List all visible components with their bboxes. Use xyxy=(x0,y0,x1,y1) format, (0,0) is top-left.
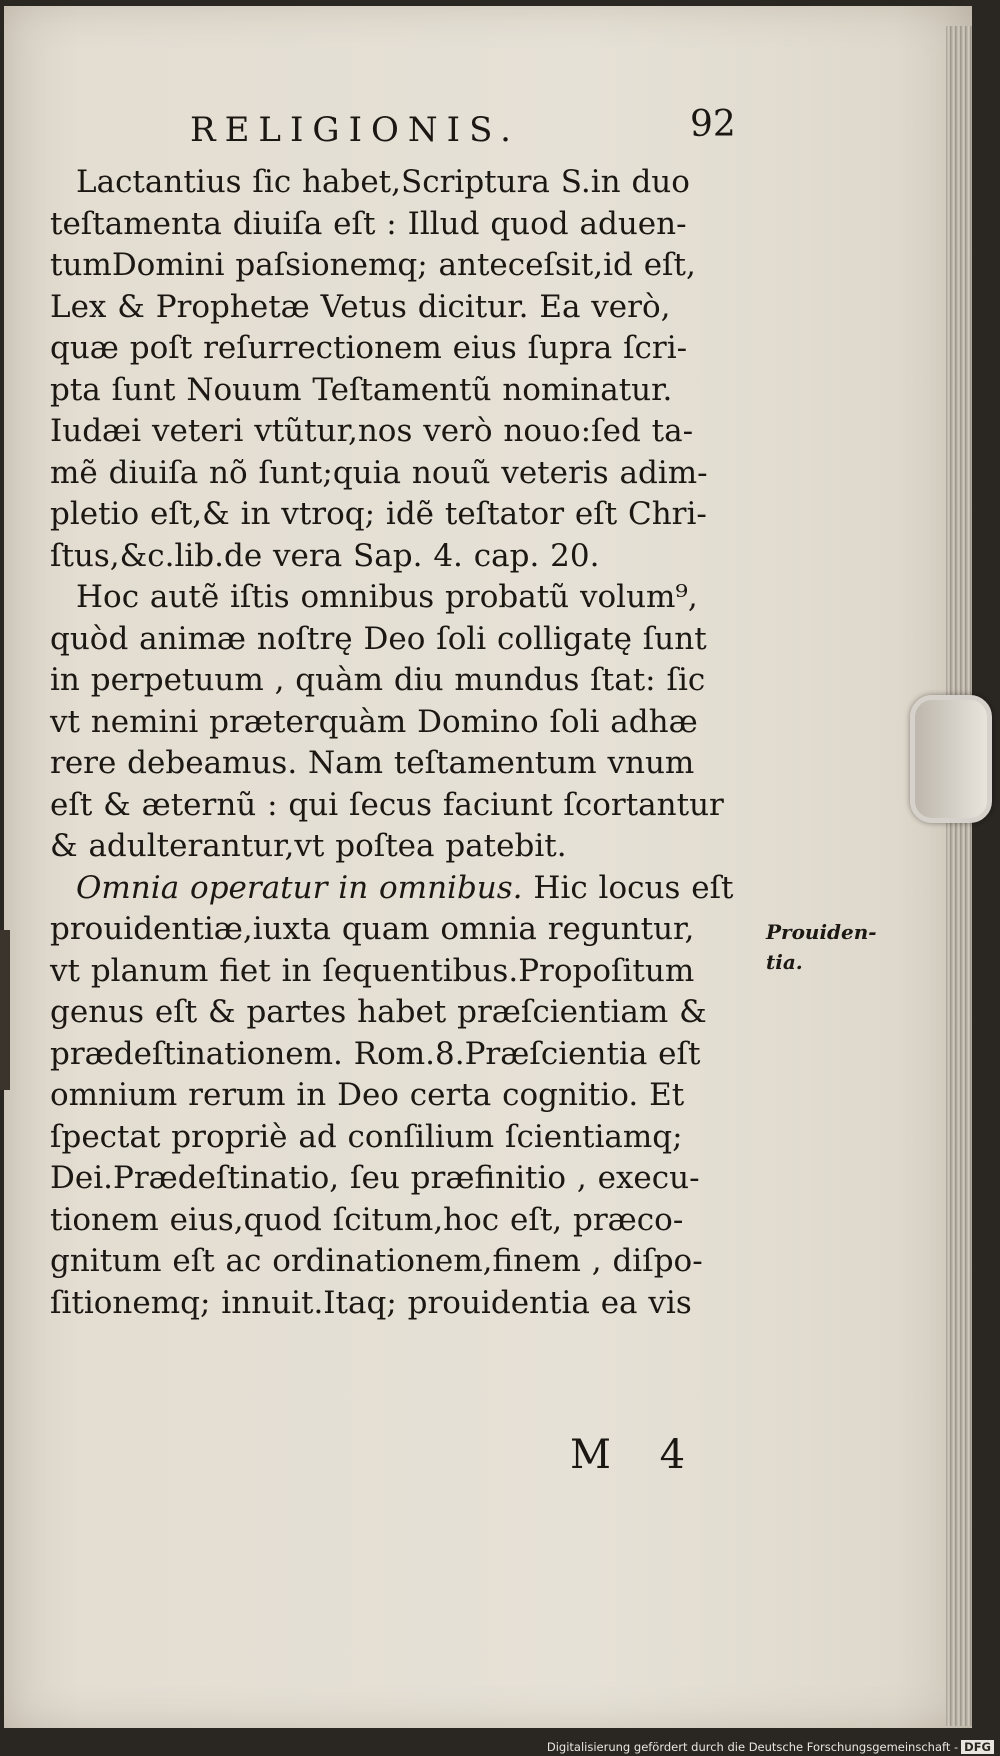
text-line: tionem eius,quod ſcitum,hoc eſt, præco- xyxy=(50,1201,684,1238)
running-title: RELIGIONIS. xyxy=(190,110,520,150)
page-text xyxy=(50,104,770,1324)
text-line: rere debeamus. Nam teſtamentum vnum xyxy=(50,745,695,781)
text-line: Hoc autẽ iſtis omnibus probatũ volum⁹, xyxy=(76,579,698,615)
signature-mark: M 4 xyxy=(570,1432,704,1478)
text-line: vt nemini præterquàm Domino ſoli adhæ xyxy=(50,703,698,740)
text-line: mẽ diuiſa nõ ſunt;quia nouũ veteris adim- xyxy=(50,454,708,491)
text-line: Lex & Prophetæ Vetus dicitur. Ea verò, xyxy=(50,288,671,325)
text-line: genus eſt & partes habet præſcientiam & xyxy=(50,994,707,1030)
marginal-note-line: tia. xyxy=(766,950,803,974)
text-line: ſpectat propriè ad conſilium ſcientiamq; xyxy=(50,1118,683,1155)
text-line: in perpetuum , quàm diu mundus ſtat: ſic xyxy=(50,662,706,698)
page-header xyxy=(190,104,770,162)
text-line: pletio eſt,& in vtroq; idẽ teſtator eſt Chri- xyxy=(50,496,707,532)
folio-number: 92 xyxy=(690,104,736,145)
text-line: teſtamenta diuiſa eſt : Illud quod aduen- xyxy=(50,205,687,242)
text-line: gnitum eſt ac ordinationem,finem , diſpo- xyxy=(50,1243,703,1279)
text-line: quæ poſt reſurrectionem eius ſupra ſcri- xyxy=(50,330,688,366)
italic-lead: Omnia operatur in omnibus. xyxy=(76,869,523,906)
text-line: eſt & æternũ : qui ſecus faciunt ſcortantur xyxy=(50,786,724,823)
text-line: & adulterantur,vt poſtea patebit. xyxy=(50,828,567,864)
text-line: quòd animæ noſtrę Deo ſoli colligatę ſunt xyxy=(50,620,707,657)
credit-text: Digitalisierung gefördert durch die Deutsche Forschungsgemeinschaft - xyxy=(546,1740,959,1754)
marginal-note-line: Prouiden- xyxy=(766,920,877,944)
text-line: Iudæi veteri vtũtur,nos verò nouo:ſed ta- xyxy=(50,413,694,449)
dfg-logo: DFG xyxy=(961,1740,994,1754)
text-line: pta ſunt Nouum Teſtamentũ nominatur. xyxy=(50,371,673,408)
text-line: prædeſtinationem. Rom.8.Præſcientia eſt xyxy=(50,1035,701,1072)
binding-edge xyxy=(0,930,10,1090)
text-line: ſtus,&c.lib.de vera Sap. 4. cap. 20. xyxy=(50,537,600,574)
page-edge xyxy=(946,26,972,1726)
text-line: ſitionemq; innuit.Itaq; prouidentia ea vis xyxy=(50,1284,692,1321)
text-line: prouidentiæ,iuxta quam omnia reguntur, xyxy=(50,911,695,947)
text-line-italic-lead xyxy=(50,868,770,910)
text-line: Dei.Prædeſtinatio, ſeu præfinitio , execu- xyxy=(50,1160,700,1196)
text-line: omnium rerum in Deo certa cognitio. Et xyxy=(50,1077,685,1113)
text-line: Lactantius ſic habet,Scriptura S.in duo xyxy=(76,164,690,200)
text-line: vt planum fiet in ſequentibus.Propoſitum xyxy=(50,952,695,989)
marginal-note xyxy=(766,917,877,977)
digitization-credit xyxy=(547,1740,994,1754)
italic-tail: Hic locus eſt xyxy=(522,869,734,906)
book-clasp xyxy=(910,695,992,823)
text-line: tumDomini paſsionemq; anteceſsit,id eſt, xyxy=(50,247,696,283)
